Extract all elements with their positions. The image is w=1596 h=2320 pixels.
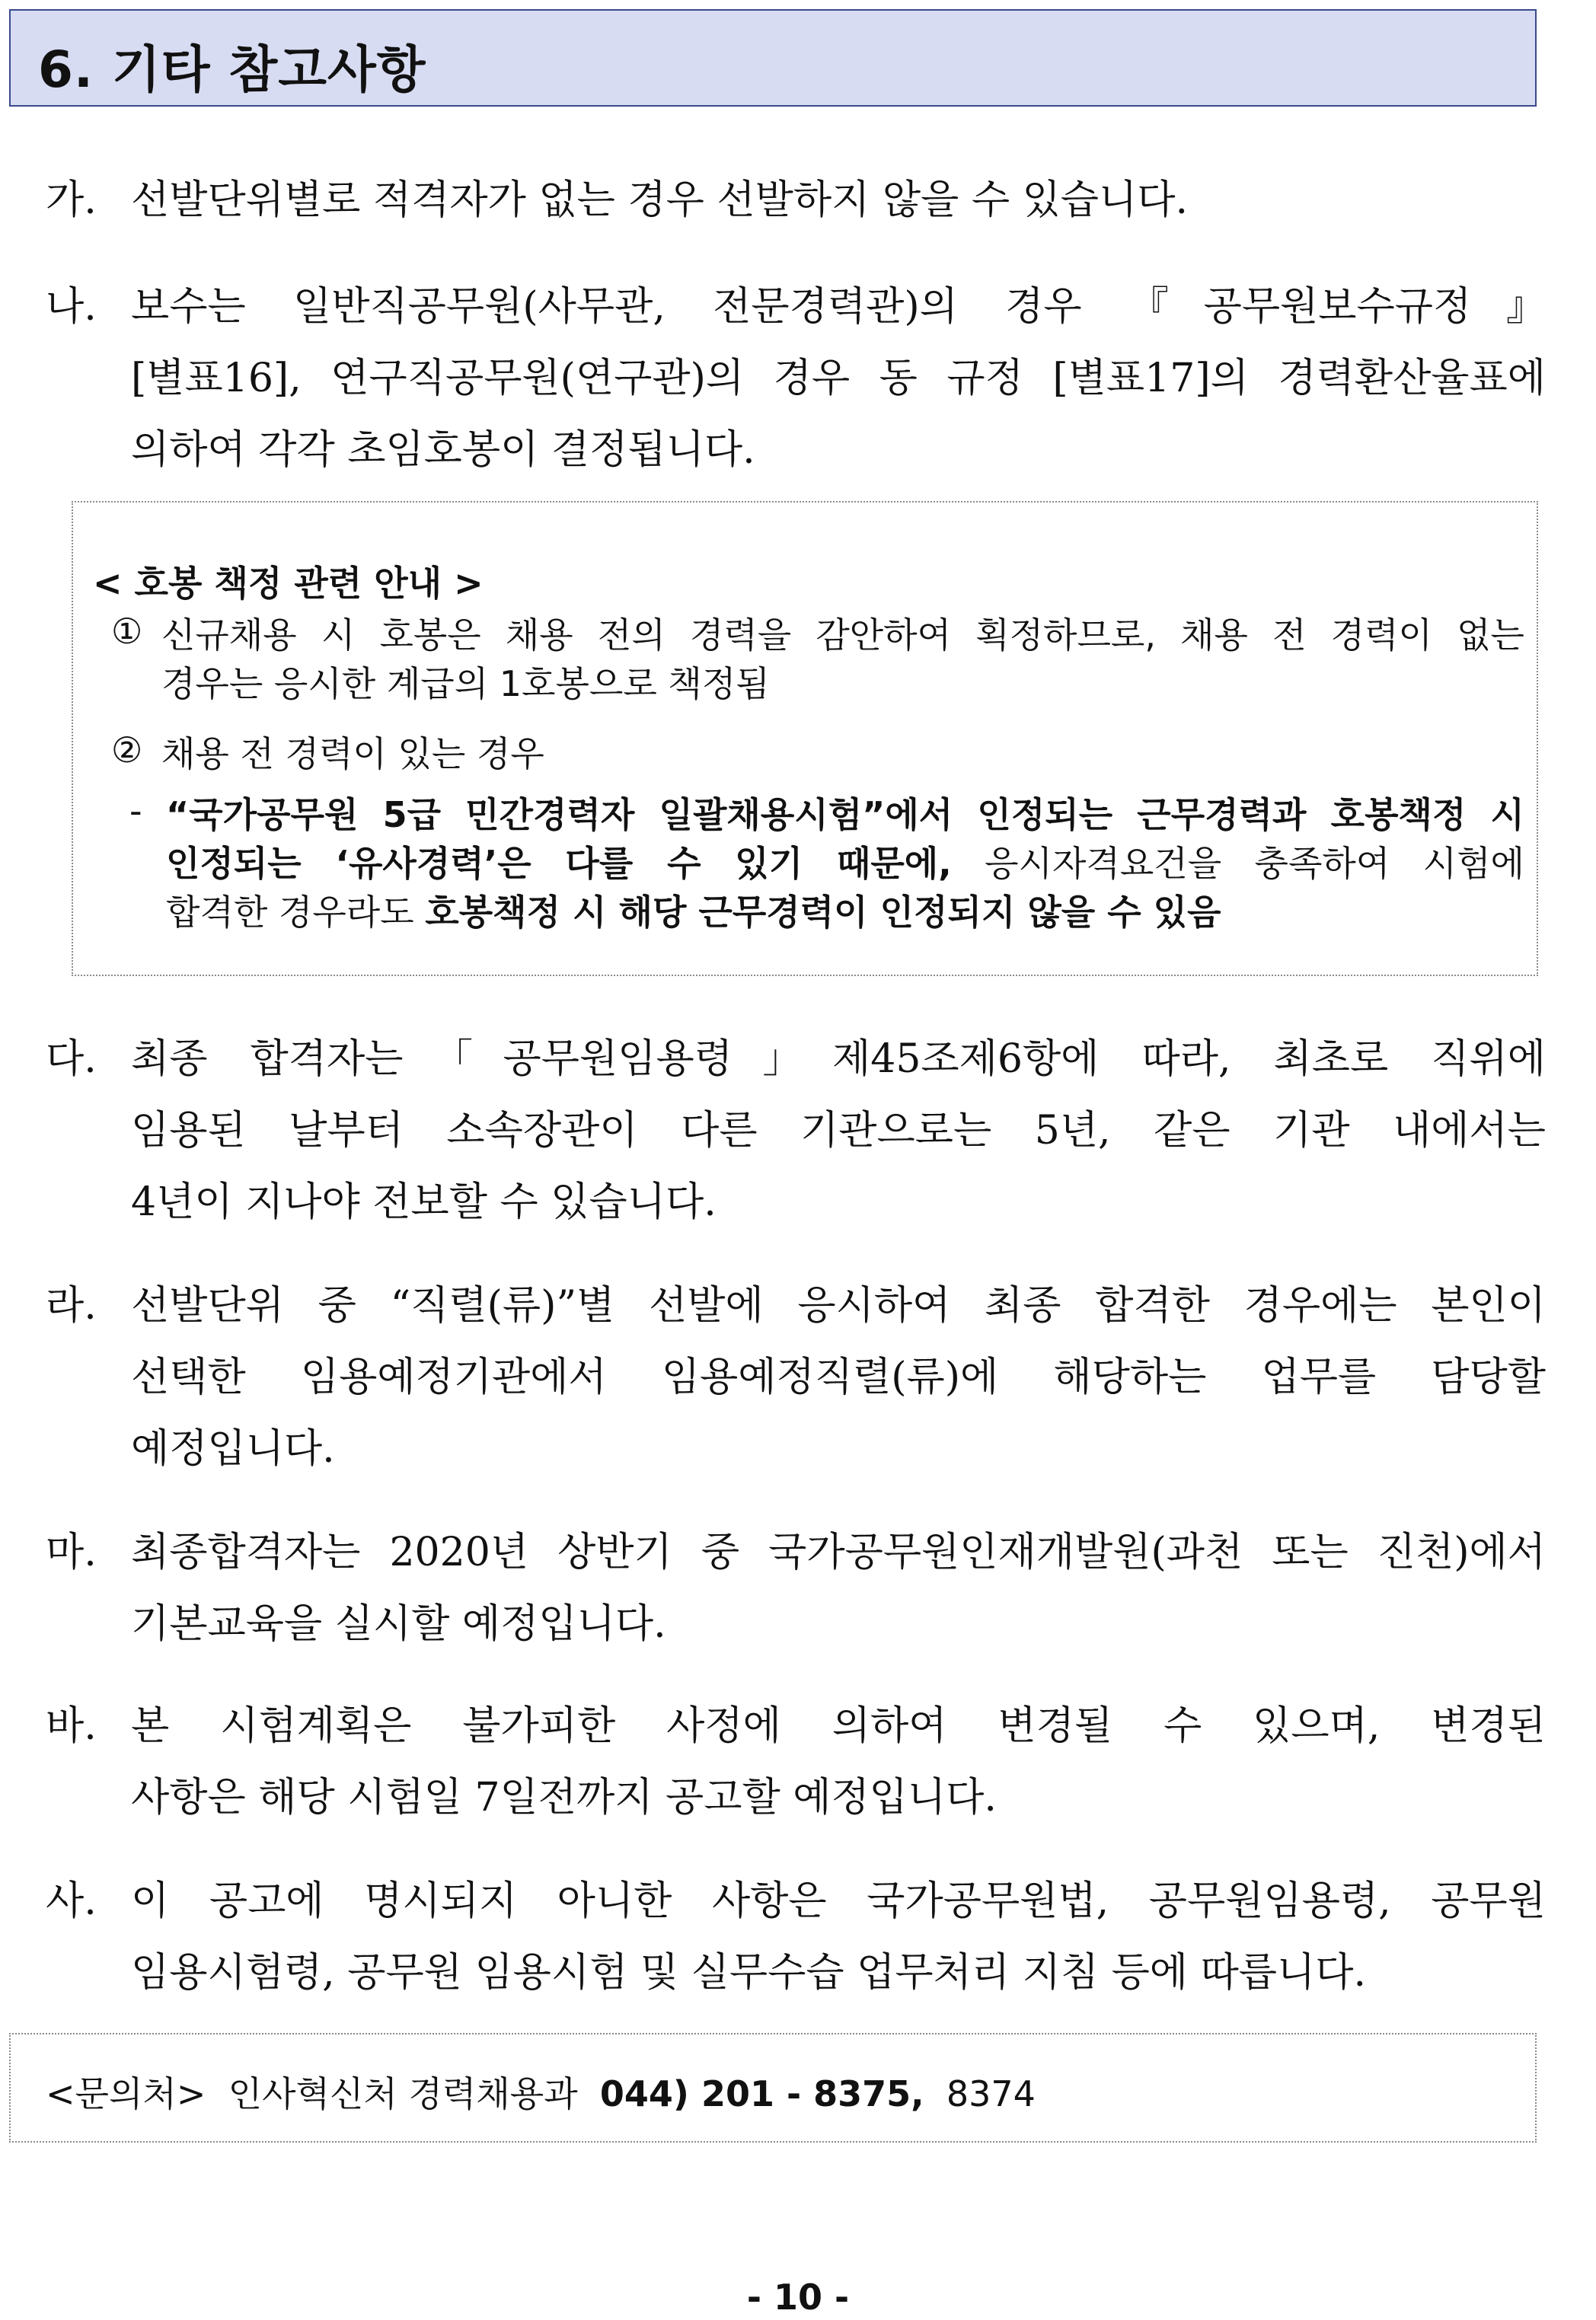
item-line: 임용시험령, 공무원 임용시험 및 실무수습 업무처리 지침 등에 따릅니다.: [131, 1950, 1367, 1996]
contact-phone-extra: 8374: [946, 2073, 1036, 2114]
item-da: [46, 1023, 1546, 1238]
item-line: 선발단위별로 적격자가 없는 경우 선발하지 않을 수 있습니다.: [131, 177, 1189, 223]
contact-phone: 044) 201 - 8375,: [599, 2073, 924, 2114]
contact-box: [9, 2033, 1537, 2143]
notice-line: 신규채용 시 호봉은 채용 전의 경력을 감안하여 획정하므로, 채용 전 경력이 없는: [161, 614, 1524, 656]
item-line: 임용된 날부터 소속장관이 다른 기관으로는 5년, 같은 기관 내에서는: [131, 1108, 1546, 1154]
notice-line: [166, 839, 1524, 888]
notice-point-1: [111, 611, 1524, 708]
dash-marker: -: [129, 790, 142, 831]
notice-point-2: [111, 729, 1524, 778]
item-line: 기본교육을 실시할 예정입니다.: [131, 1601, 666, 1647]
item-line: 선택한 임용예정기관에서 임용예정직렬(류)에 해당하는 업무를 담당할: [131, 1355, 1546, 1400]
normal-text: 응시자격요건을 충족하여 시험에: [951, 843, 1524, 884]
item-line: 본 시험계획은 불가피한 사정에 의하여 변경될 수 있으며, 변경된: [131, 1703, 1546, 1749]
item-marker: 나.: [46, 284, 97, 330]
item-ga: [46, 164, 1546, 236]
item-line: 의하여 각각 초임호봉이 결정됩니다.: [131, 427, 755, 473]
normal-text: 합격한 경우라도: [166, 892, 426, 933]
notice-sub-point: [129, 790, 1524, 937]
item-ra: [46, 1270, 1546, 1485]
circled-number-2: ②: [111, 729, 143, 771]
item-marker: 다.: [46, 1036, 97, 1082]
circled-number-1: ①: [111, 611, 143, 652]
notice-line: 채용 전 경력이 있는 경우: [161, 733, 544, 774]
item-line: 보수는 일반직공무원(사무관, 전문경력관)의 경우 『공무원보수규정』: [131, 284, 1546, 330]
contact-label: <문의처>: [46, 2073, 206, 2114]
bold-text: 인정되는 ‘유사경력’은 다를 수 있기 때문에,: [166, 843, 952, 884]
notice-line: [166, 790, 1524, 839]
page-number: - 10 -: [746, 2277, 850, 2318]
item-ma: [46, 1517, 1546, 1660]
bold-text: “국가공무원 5급 민간경력자 일괄채용시험”에서 인정되는 근무경력과 호봉책정 시: [166, 794, 1524, 835]
pay-grade-notice-box: [72, 501, 1538, 976]
section-header: [9, 9, 1537, 107]
section-title: 6. 기타 참고사항: [38, 40, 426, 99]
item-sa: [46, 1865, 1546, 2009]
notice-heading: < 호봉 책정 관련 안내 >: [93, 563, 484, 604]
item-line: 사항은 해당 시험일 7일전까지 공고할 예정입니다.: [131, 1775, 997, 1821]
item-line: [별표16], 연구직공무원(연구관)의 경우 동 규정 [별표17]의 경력환산율표에: [131, 356, 1546, 401]
item-marker: 마.: [46, 1530, 97, 1575]
item-ba: [46, 1690, 1546, 1833]
item-na: [46, 271, 1546, 486]
bold-text: 호봉책정 시 해당 근무경력이 인정되지 않을 수 있음: [425, 892, 1221, 933]
notice-line: [166, 888, 1524, 937]
item-line: 4년이 지나야 전보할 수 있습니다.: [131, 1179, 717, 1225]
contact-org: 인사혁신처 경력채용과: [228, 2073, 578, 2114]
item-marker: 바.: [46, 1703, 97, 1749]
contact-line: [46, 2066, 1036, 2117]
item-line: 이 공고에 명시되지 아니한 사항은 국가공무원법, 공무원임용령, 공무원: [131, 1878, 1546, 1924]
item-line: 예정입니다.: [131, 1426, 335, 1472]
item-marker: 라.: [46, 1283, 97, 1329]
item-line: 선발단위 중 “직렬(류)”별 선발에 응시하여 최종 합격한 경우에는 본인이: [131, 1283, 1546, 1329]
item-line: 최종합격자는 2020년 상반기 중 국가공무원인재개발원(과천 또는 진천)에서: [131, 1530, 1546, 1575]
item-line: 최종 합격자는「공무원임용령」제45조제6항에 따라, 최초로 직위에: [131, 1036, 1546, 1082]
notice-line: 경우는 응시한 계급의 1호봉으로 책정됨: [161, 663, 770, 704]
item-marker: 사.: [46, 1878, 97, 1924]
item-marker: 가.: [46, 177, 97, 223]
